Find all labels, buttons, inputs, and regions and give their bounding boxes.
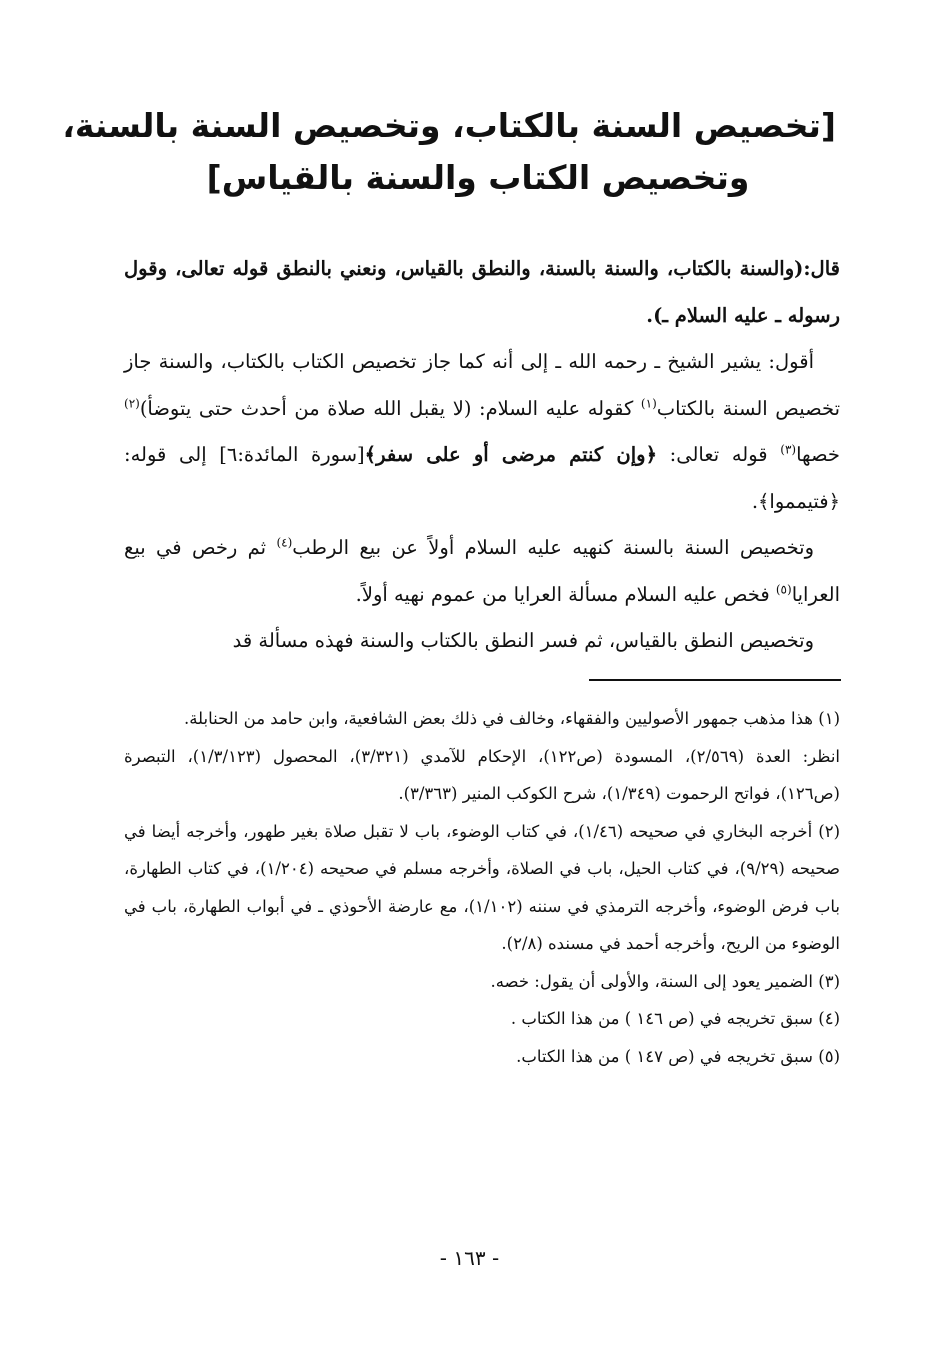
- commentary-text: [سورة المائدة:٦] إلى قوله: ﴿فتيمموا﴾.: [124, 443, 840, 513]
- section-title: [62, 100, 836, 204]
- footnote-ref-3: (٣): [780, 442, 797, 457]
- footnote-3: (٣) الضمير يعود إلى السنة، والأولى أن يقول: خصه.: [490, 971, 840, 991]
- commentary-text: خصها: [796, 443, 840, 466]
- commentary-text: وتخصيص السنة بالسنة كنهيه عليه السلام أولاً عن بيع الرطب: [292, 536, 815, 559]
- page-number: - ١٦٣ -: [439, 1246, 500, 1270]
- footnote-1: (١) هذا مذهب جمهور الأصوليين والفقهاء، وخالف في ذلك بعض الشافعية، وابن حامد من الحنابلة.: [183, 709, 840, 728]
- footnote-4: (٤) سبق تخريجه في (ص ١٤٦ ) من هذا الكتاب .: [510, 1009, 840, 1028]
- commentary-text: كقوله عليه السلام: (لا يقبل الله صلاة من أحدث حتى يتوضأ): [139, 396, 641, 420]
- commentary-text: ثم رخص في بيع العرايا: [124, 536, 840, 606]
- commentary-text: أقول: يشير الشيخ ـ رحمه الله ـ إلى أنه كما جاز تخصيص الكتاب بالكتاب، والسنة جاز تخصيص السنة بالكتاب: [124, 350, 841, 420]
- footnote-2: (٢) أخرجه البخاري في صحيحه (١/٤٦)، في كتاب الوضوء، باب لا تقبل صلاة بغير طهور، وأخرجه أيضا في صحيحه (٩/٢٩)، في كتاب الحيل، باب في الصلاة، وأخرجه مسلم في صحيحه (١/٢٠٤)، في كتاب الطهارة، باب فرض الوضوء، وأخرجه الترمذي في سننه (١/١٠٢)، مع عارضة الأحوذي ـ في أبواب الطهارة، باب في الوضوء من الريح، وأخرجه أحمد في مسنده (٢/٨).: [124, 821, 840, 953]
- footnote-ref-5: (٥): [775, 582, 792, 596]
- footnote-divider: [589, 679, 841, 681]
- section-title-line-1: [تخصيص السنة بالكتاب، وتخصيص السنة بالسنة،: [62, 106, 836, 145]
- footnote-ref-1: (١): [640, 396, 657, 410]
- commentary-text: قوله تعالى:: [657, 443, 781, 466]
- section-title-line-2: وتخصيص الكتاب والسنة بالقياس]: [206, 158, 750, 197]
- footnote-1-references: انظر: العدة (٢/٥٦٩)، المسودة (ص١٢٢)، الإحكام للآمدي (٣/٣٢١)، المحصول (١/٣/١٢٣)، التبصرة (ص١٢٦)، فواتح الرحموت (١/٣٤٩)، شرح الكوكب المنير (٣/٣٦٣).: [124, 746, 841, 803]
- commentary-paragraph-3: وتخصيص النطق بالقياس، ثم فسر النطق بالكتاب والسنة فهذه مسألة قد: [232, 629, 814, 652]
- main-text: [124, 246, 840, 665]
- quran-quote: ﴿وإن كنتم مرضى أو على سفر﴾: [364, 443, 658, 466]
- commentary-text: فخص عليه السلام مسألة العرايا من عموم نهيه أولاً.: [355, 582, 776, 606]
- footnote-5: (٥) سبق تخريجه في (ص ١٤٧ ) من هذا الكتاب.: [516, 1046, 840, 1066]
- footnote-ref-4: (٤): [276, 535, 293, 550]
- footnote-ref-2: (٢): [124, 396, 140, 410]
- commentary-paragraph-1: [124, 339, 840, 525]
- commentary-paragraph-2: [124, 525, 840, 618]
- quoted-matn-paragraph: قال:(والسنة بالكتاب، والسنة بالسنة، والنطق بالقياس، ونعني بالنطق قوله تعالى، وقول رسوله ـ عليه السلام ـ).: [124, 257, 840, 327]
- footnotes: [124, 700, 840, 1075]
